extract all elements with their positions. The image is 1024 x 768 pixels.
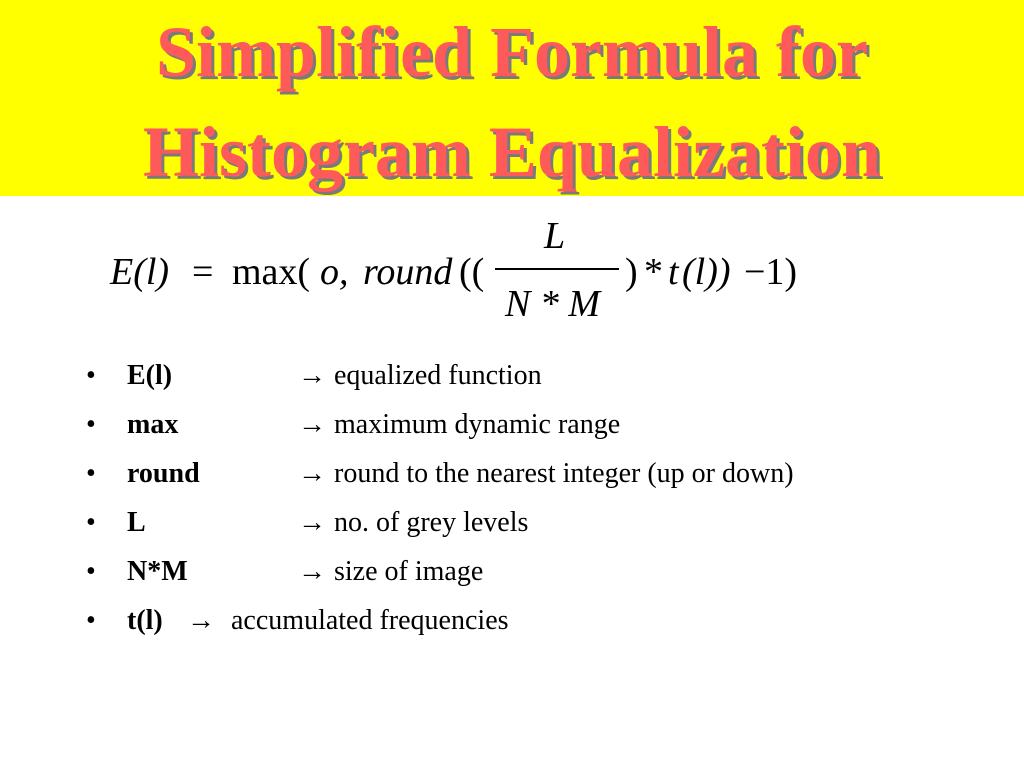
description: round to the nearest integer (up or down) (334, 458, 794, 489)
term: N*M (127, 556, 188, 587)
formula-denominator: N * M (505, 283, 600, 325)
slide-title-line-1: Simplified Formula for (156, 12, 868, 92)
term: round (127, 458, 200, 489)
formula-equals: = (192, 251, 214, 293)
formula-open-parens: (( (459, 251, 485, 293)
arrow-icon: → (298, 360, 326, 391)
list-item (0, 502, 1024, 544)
arrow-icon: → (298, 458, 326, 489)
definition-list (0, 355, 1024, 655)
formula-t: t (668, 251, 679, 293)
formula-minus-one: −1) (744, 251, 798, 293)
formula-max: max( (232, 251, 311, 293)
formula-round: round (363, 251, 453, 293)
formula-times: * (644, 251, 663, 293)
equalization-formula (0, 212, 1024, 332)
fraction-bar (495, 268, 619, 270)
list-item (0, 600, 1024, 642)
term: t(l) (127, 605, 163, 636)
formula-o: o, (320, 251, 349, 293)
title-band (0, 0, 1024, 196)
arrow-icon: → (298, 409, 326, 440)
term: E(l) (127, 360, 173, 391)
formula-numerator: L (544, 215, 566, 257)
bullet: • (86, 458, 96, 489)
bullet: • (86, 556, 96, 587)
formula-lhs: E(l) (110, 251, 170, 293)
arrow-icon: → (187, 605, 215, 636)
description: equalized function (334, 360, 542, 391)
arrow-icon: → (298, 556, 326, 587)
bullet: • (86, 507, 96, 538)
term: max (127, 409, 179, 440)
bullet: • (86, 409, 96, 440)
bullet: • (86, 360, 96, 391)
description: accumulated frequencies (231, 605, 509, 636)
formula-tl: (l)) (682, 251, 731, 293)
description: maximum dynamic range (334, 409, 621, 440)
list-item (0, 355, 1024, 397)
description: size of image (334, 556, 484, 587)
list-item (0, 453, 1024, 495)
formula-close-paren: ) (625, 251, 638, 293)
term: L (127, 507, 146, 538)
bullet: • (86, 605, 96, 636)
slide-title-line-2: Histogram Equalization (142, 112, 882, 192)
arrow-icon: → (298, 507, 326, 538)
list-item (0, 404, 1024, 446)
list-item (0, 551, 1024, 593)
description: no. of grey levels (334, 507, 529, 538)
